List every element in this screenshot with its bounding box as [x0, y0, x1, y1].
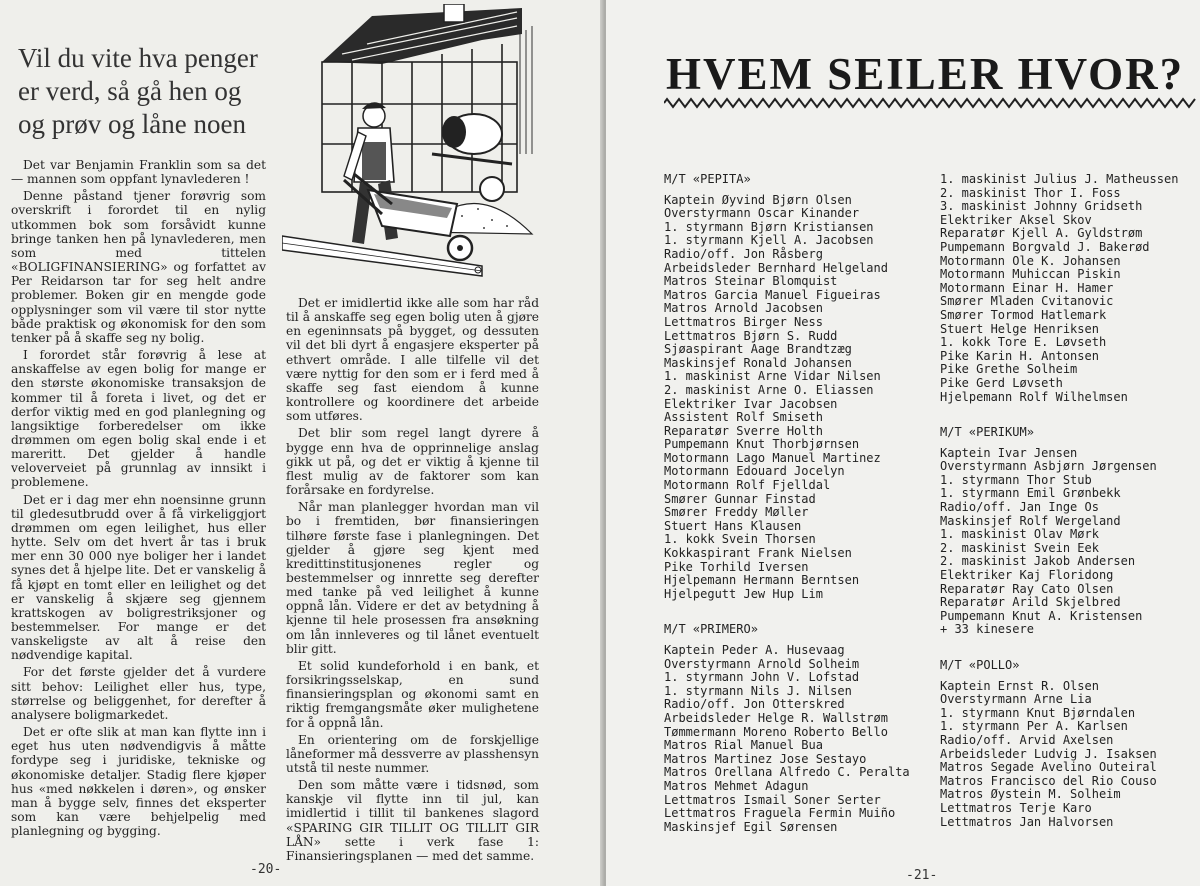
crew-member: Reparatør Ray Cato Olsen	[940, 581, 1114, 596]
crew-member: Pumpemann Knut A. Kristensen	[940, 608, 1143, 623]
crew-member: Tømmermann Moreno Roberto Bello	[664, 724, 888, 739]
paragraph: En orientering om de forskjellige låneformer må dessverre av plasshensyn utstå til neste nummer.	[286, 732, 539, 775]
crew-member: Smører Mladen Cvitanovic	[940, 294, 1114, 309]
crew-members	[664, 644, 910, 834]
crew-member: Elektriker Ivar Jacobsen	[664, 396, 838, 411]
crew-member: Pike Torhild Iversen	[664, 559, 809, 574]
crew-member: Pike Grethe Solheim	[940, 362, 1078, 377]
crew-member: Kaptein Ivar Jensen	[940, 445, 1078, 460]
crew-member: 1. maskinist Arne Vidar Nilsen	[664, 369, 881, 384]
crew-member: Matros Rial Manuel Bua	[664, 738, 823, 753]
crew-member: Lettmatros Ismail Soner Serter	[664, 792, 881, 807]
crew-member: Smører Tormod Hatlemark	[940, 307, 1107, 322]
crew-member: Overstyrmann Arne Lia	[940, 692, 1092, 707]
crew-member: 1. styrmann John V. Lofstad	[664, 670, 860, 685]
crew-member: Overstyrmann Asbjørn Jørgensen	[940, 459, 1157, 474]
crew-member: Arbeidsleder Ludvig J. Isaksen	[940, 746, 1157, 761]
paragraph: Den som måtte være i tidsnød, som kanskje vil flytte inn til jul, kan imidlertid i tillit til bankenes slagord «SPARING GIR TILLIT OG TILLIT GIR LÅN» sette i verk fase 1: Finansieringsplanen — med det samme.	[286, 778, 539, 863]
crew-member: Maskinsjef Egil Sørensen	[664, 819, 838, 834]
ship-name: M/T «POLLO»	[940, 658, 1020, 672]
crew-member: Hjelpemann Hermann Berntsen	[664, 573, 860, 588]
crew-members	[940, 447, 1178, 637]
crew-member: Hjelpemann Rolf Wilhelmsen	[940, 389, 1128, 404]
crew-member: Overstyrmann Arnold Solheim	[664, 656, 860, 671]
crew-member: Elektriker Aksel Skov	[940, 212, 1092, 227]
crew-member: 2. maskinist Svein Eek	[940, 540, 1099, 555]
ship-name: M/T «PEPITA»	[664, 172, 751, 186]
crew-member: Lettmatros Birger Ness	[664, 314, 823, 329]
crew-member: 1. styrmann Nils J. Nilsen	[664, 683, 852, 698]
title-zigzag-rule	[664, 97, 1196, 109]
crew-member: Stuert Hans Klausen	[664, 518, 802, 533]
crew-member: 2. maskinist Jakob Andersen	[940, 554, 1136, 569]
crew-member: Arbeidsleder Helge R. Wallstrøm	[664, 710, 888, 725]
crew-member: Pumpemann Knut Thorbjørnsen	[664, 437, 860, 452]
crew-member: Matros Arnold Jacobsen	[664, 301, 823, 316]
crew-member: 1. maskinist Olav Mørk	[940, 527, 1099, 542]
crew-member: 1. kokk Svein Thorsen	[664, 532, 816, 547]
crew-member: Kokkaspirant Frank Nielsen	[664, 546, 852, 561]
crew-member: 1. styrmann Thor Stub	[940, 472, 1092, 487]
crew-member: 1. styrmann Kjell A. Jacobsen	[664, 233, 874, 248]
crew-member: Matros Segade Avelino Outeiral	[940, 760, 1157, 775]
crew-member: Kaptein Øyvind Bjørn Olsen	[664, 192, 852, 207]
crew-member: Motormann Edouard Jocelyn	[664, 464, 845, 479]
paragraph: Det er ofte slik at man kan flytte inn i eget hus uten nødvendigvis å måtte fordype seg i juridiske, tekniske og økonomiske detaljer. Stadig flere kjøper hus «med nøkkelen i døren», og ønsker man å bygge selv, finnes det eksperter som kan være behjelpelig med planlegning og bygging.	[11, 725, 266, 839]
article-column-2	[286, 296, 539, 866]
crew-member: Motormann Einar H. Hamer	[940, 280, 1114, 295]
right-page	[606, 0, 1200, 886]
crew-member: 1. styrmann Per A. Karlsen	[940, 719, 1128, 734]
crew-member: Kaptein Peder A. Husevaag	[664, 643, 845, 657]
crew-member: Assistent Rolf Smiseth	[664, 410, 823, 425]
crew-member: Radio/off. Arvid Axelsen	[940, 732, 1114, 747]
crew-member: Reparatør Sverre Holth	[664, 423, 823, 438]
ship-name: M/T «PERIKUM»	[940, 425, 1034, 440]
crew-member: 3. maskinist Johnny Gridseth	[940, 199, 1143, 214]
page-title: HVEM SEILER HVOR?	[666, 49, 1185, 99]
crew-member: 2. maskinist Arne O. Eliassen	[664, 382, 874, 397]
crew-member: Arbeidsleder Bernhard Helgeland	[664, 260, 888, 275]
article-headline	[18, 42, 278, 141]
crew-member: Elektriker Kaj Floridong	[940, 568, 1114, 583]
crew-member: Motormann Lago Manuel Martinez	[664, 450, 881, 465]
crew-member: Stuert Helge Henriksen	[940, 321, 1099, 336]
headline-line: er verd, så gå hen og	[18, 76, 242, 106]
headline-line: og prøv og låne noen	[18, 109, 246, 139]
crew-member: Radio/off. Jan Inge Os	[940, 500, 1099, 515]
crew-member: 2. maskinist Thor I. Foss	[940, 185, 1121, 200]
crew-member: Hjelpegutt Jew Hup Lim	[664, 586, 823, 601]
crew-member: Pumpemann Borgvald J. Bakerød	[940, 239, 1150, 254]
crew-member: 1. styrmann Knut Bjørndalen	[940, 705, 1136, 720]
crew-member: + 33 kinesere	[940, 622, 1034, 637]
paragraph: Det blir som regel langt dyrere å bygge enn hva de opprinnelige anslag gikk ut på, og det er viktig å kjenne til flest mulig av de faktorer som kan forårsake en fordyrelse.	[286, 426, 539, 498]
builder-wheelbarrow-illustration	[282, 4, 540, 286]
crew-member: Sjøaspirant Aage Brandtzæg	[664, 342, 852, 357]
ship-name: M/T «PRIMERO»	[664, 622, 758, 637]
crew-member: Motormann Muhiccan Piskin	[940, 267, 1121, 282]
crew-member: Reparatør Kjell A. Gyldstrøm	[940, 226, 1143, 241]
crew-column-b	[940, 173, 1178, 829]
crew-member: 1. styrmann Bjørn Kristiansen	[664, 219, 874, 234]
paragraph: Det er imidlertid ikke alle som har råd til å anskaffe seg egen bolig uten å gjøre en egeninnsats på bygget, og dessuten vil det bli dyrt å engasjere eksperter på ethvert område. I alle tilfelle vil det være nyttig for den som er i ferd med å skaffe seg fast eiendom å kunne kontrollere og koordinere det arbeide som utføres.	[286, 296, 539, 424]
crew-member: Maskinsjef Rolf Wergeland	[940, 513, 1121, 528]
ship-crew-list-continued	[940, 173, 1178, 404]
crew-member: Smører Gunnar Finstad	[664, 491, 816, 506]
crew-member: Matros Steinar Blomquist	[664, 274, 838, 289]
crew-member: Kaptein Ernst R. Olsen	[940, 678, 1099, 693]
crew-member: Motormann Rolf Fjelldal	[664, 478, 831, 493]
crew-member: Smører Freddy Møller	[664, 505, 809, 520]
crew-member: Matros Øystein M. Solheim	[940, 787, 1121, 802]
paragraph: For det første gjelder det å vurdere sitt behov: Leilighet eller hus, type, størrelse og beliggenhet, for derefter å analysere boligmarkedet.	[11, 665, 266, 722]
crew-member: Lettmatros Terje Karo	[940, 800, 1092, 815]
crew-members	[940, 173, 1178, 404]
page-number: -21-	[906, 868, 938, 883]
ship-crew-list	[664, 623, 910, 834]
crew-member: 1. styrmann Emil Grønbekk	[940, 486, 1121, 501]
ship-crew-list	[940, 659, 1178, 829]
paragraph: Et solid kundeforhold i en bank, et forsikringsselskap, en sund finansieringsplan og økonomi samt en riktig fremgangsmåte øker mulighetene for å oppnå lån.	[286, 658, 539, 730]
crew-member: Lettmatros Bjørn S. Rudd	[664, 328, 838, 343]
crew-member: Radio/off. Jon Otterskred	[664, 697, 845, 712]
headline-line: Vil du vite hva penger	[18, 43, 258, 73]
paragraph: Denne påstand tjener forøvrig som overskrift i forordet til en nylig utkommen bok som forsåvidt kunne bringe tanken hen på lynavlederen, men som med tittelen «BOLIGFINANSIERING» og forfattet av Per Reidarson tar for seg helt andre problemer. Boken gir en mengde gode opplysninger som vil være til stor nytte både praktisk og økonomisk for den som tenker på å skaffe seg ny bolig.	[11, 189, 266, 345]
crew-members	[940, 680, 1178, 830]
article-column-1	[11, 158, 266, 841]
crew-member: Radio/off. Jon Råsberg	[664, 246, 823, 261]
crew-member: 1. maskinist Julius J. Matheussen	[940, 172, 1179, 186]
paragraph: Det var Benjamin Franklin som sa det — mannen som oppfant lynavlederen !	[11, 158, 266, 187]
page-number: -20-	[250, 862, 282, 877]
paragraph: I forordet står forøvrig å lese at anskaffelse av egen bolig for mange er den største økonomiske transaksjon de kommer til å foreta i livet, og det er derfor viktig med en god planlegning og langsiktige forberedelser om ikke drømmen om egen bolig skal ende i et mareritt. Det gjelder å handle veloverveiet på grunnlag av innsikt i problemene.	[11, 348, 266, 490]
crew-member: Reparatør Arild Skjelbred	[940, 595, 1121, 610]
crew-member: Lettmatros Jan Halvorsen	[940, 814, 1114, 829]
crew-member: Pike Gerd Løvseth	[940, 375, 1063, 390]
paragraph: Når man planlegger hvordan man vil bo i fremtiden, bør finansieringen tilhøre første fase i planlegningen. Det gjelder å gjøre seg kjent med kredittinstitusjonenes regler og bestemmelser og innrette seg derefter med tanke på ved leilighet å kunne oppnå lån. Videre er det av betydning å kjenne til hele prosessen fra ansøkning om lån innleveres og til lånet eventuelt blir gitt.	[286, 500, 539, 656]
crew-member: Pike Karin H. Antonsen	[940, 348, 1099, 363]
crew-member: Matros Francisco del Rio Couso	[940, 773, 1157, 788]
paragraph: Det er i dag mer ehn noensinne grunn til gledesutbrudd over å få virkeliggjort drømmen om egen leilighet, hus eller hytte. Selv om det hvert år tas i bruk mer enn 30 000 nye boliger her i landet synes det å hjelpe lite. Det er vanskelig å få kjøpt en tomt eller en leilighet og det er vanskelig å skjære seg gjennem krattskogen av boligrestriksjoner og bestemmelser. For mange er det vanskeligste av alt å reise den nødvendige kapital.	[11, 492, 266, 663]
ship-crew-list	[940, 426, 1178, 637]
crew-column-a	[664, 173, 910, 834]
crew-member: Matros Mehmet Adagun	[664, 778, 809, 793]
crew-member: Matros Orellana Alfredo C. Peralta	[664, 765, 910, 780]
crew-members	[664, 194, 910, 602]
crew-member: Matros Martinez Jose Sestayo	[664, 751, 867, 766]
crew-member: Motormann Ole K. Johansen	[940, 253, 1121, 268]
crew-member: 1. kokk Tore E. Løvseth	[940, 335, 1107, 350]
crew-member: Overstyrmann Oscar Kinander	[664, 206, 860, 221]
crew-member: Maskinsjef Ronald Johansen	[664, 355, 852, 370]
crew-member: Lettmatros Fraguela Fermin Muiño	[664, 806, 896, 821]
crew-member: Matros Garcia Manuel Figueiras	[664, 287, 881, 302]
ship-crew-list	[664, 173, 910, 601]
